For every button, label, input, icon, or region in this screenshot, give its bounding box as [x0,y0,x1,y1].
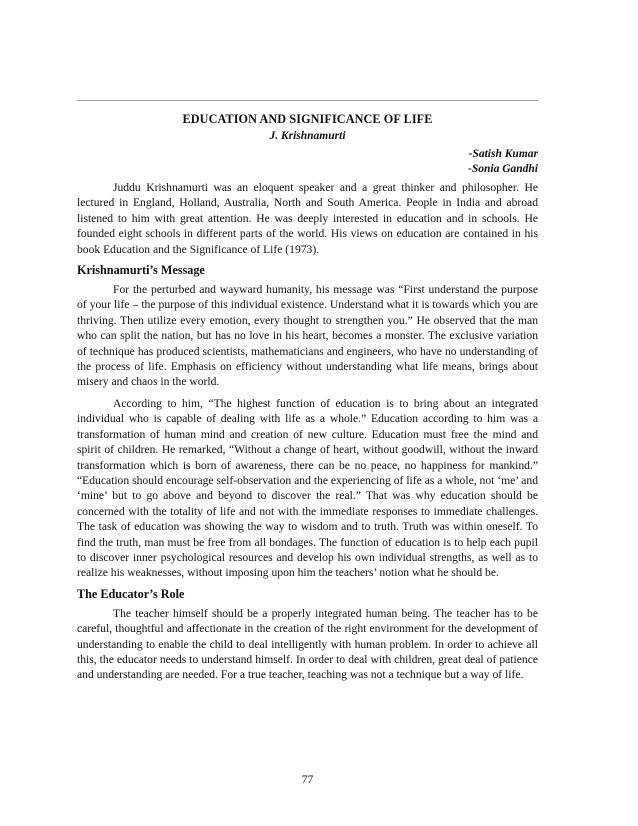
message-paragraph-2: According to him, “The highest function of education is to bring about an integrated individual who is capable of dealing with life as a whole.” Education according to him was a transformation of human mind and creation of new culture. Education must free the mind and spirit of children. He remarked, “Without a change of heart, without goodwill, without the inward transformation which is born of awareness, there can be no peace, no happiness for mankind.” “Education should encourage self-observation and the experiencing of life as a whole, not ‘me’ and ‘mine’ but to go above and beyond to discover the real.” That was why education should be concerned with the totality of life and not with the immediate responses to immediate challenges. The task of education was showing the way to wisdom and to truth. Truth was within oneself. To find the truth, man must be free from all bondages. The function of education is to help each pupil to discover inner psychological resources and develop his own individual strengths, as well as to realize his weaknesses, without imposing upon him the teachers’ notion what he should be. [77,396,538,580]
article-title: EDUCATION AND SIGNIFICANCE OF LIFE [182,112,433,126]
contributor-1: -Satish Kumar [468,148,538,160]
educator-paragraph-1: The teacher himself should be a properly integrated human being. The teacher has to be careful, thoughtful and affectionate in the creation of the right environment for the development of understanding to enable the child to deal intelligently with human problem. In order to achieve all this, the educator needs to understand himself. In order to deal with children, great deal of patience and understanding are needed. For a true teacher, teaching was not a technique but a way of life. [77,606,538,682]
section-heading-educator: The Educator’s Role [77,586,185,601]
intro-paragraph: Juddu Krishnamurti was an eloquent speaker and a great thinker and philosopher. He lectured in England, Holland, Australia, North and South America. People in India and abroad listened to him with great attention. He was deeply interested in education and in schools. He founded eight schools in different parts of the world. His views on education are contained in his book Education and the Significance of Life (1973). [77,181,538,256]
section-heading-message: Krishnamurti’s Message [77,263,205,278]
article-body [77,180,538,689]
message-paragraph-1: For the perturbed and wayward humanity, his message was “First understand the purpose of your life – the purpose of this individual existence. Understand what it is towards which you are thriving. Then utilize every emotion, every thought to strengthen you.” He observed that the man who can split the nation, but has no love in his heart, becomes a monster. The exclusive variation of technique has produced scientists, mathematicians and engineers, who have no understanding of the process of life. Emphasis on efficiency without understanding what life means, brings about misery and chaos in the world. [77,283,538,389]
header-rule [77,100,538,101]
article-author: J. Krishnamurti [269,130,346,142]
contributor-2: -Sonia Gandhi [468,163,538,175]
page-number: 77 [301,774,314,786]
